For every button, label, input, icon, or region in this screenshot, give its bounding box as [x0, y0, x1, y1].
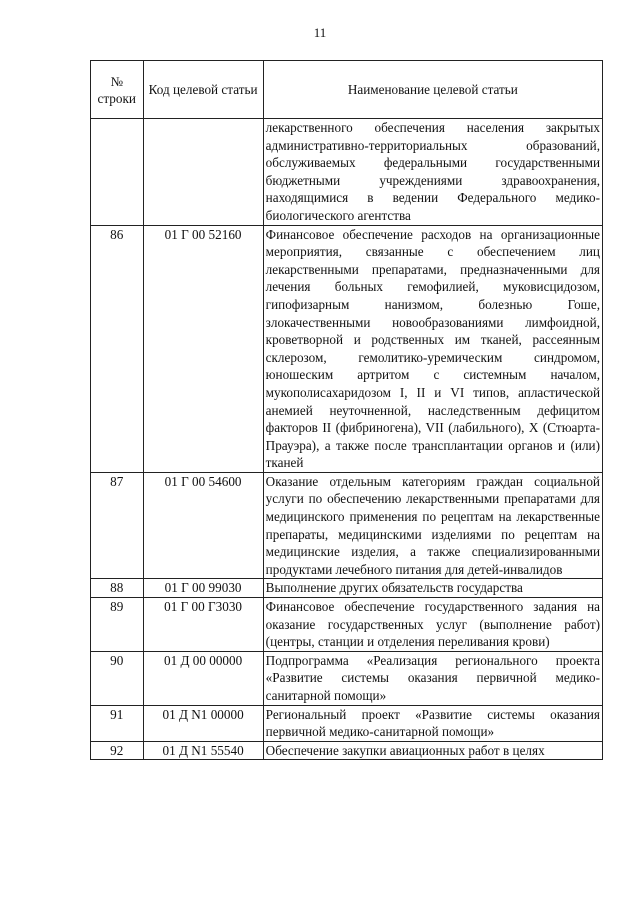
table-header-row	[91, 61, 603, 119]
target-code: 01 Г 00 Г3030	[143, 598, 263, 652]
target-code: 01 Г 00 54600	[143, 472, 263, 579]
row-number: 86	[91, 225, 144, 472]
target-name: Финансовое обеспечение государственного задания на оказание государственных услуг (выполнение работ) (центры, станции и отделения переливания крови)	[263, 598, 602, 652]
table-row	[91, 225, 603, 472]
target-code: 01 Д 00 00000	[143, 651, 263, 705]
table-row	[91, 705, 603, 741]
target-name: Выполнение других обязательств государства	[263, 579, 602, 598]
target-code: 01 Г 00 99030	[143, 579, 263, 598]
target-code	[143, 119, 263, 226]
row-number: 89	[91, 598, 144, 652]
target-name: Оказание отдельным категориям граждан социальной услуги по обеспечению лекарственными препаратами для медицинского применения по рецептам на лекарственные препараты, медицинскими изделиями по рецептам на медицинские изделия, а также специализированными продуктами лечебного питания для детей-инвалидов	[263, 472, 602, 579]
target-name: Подпрограмма «Реализация регионального проекта «Развитие системы оказания первичной медико-санитарной помощи»	[263, 651, 602, 705]
header-target-code: Код целевой статьи	[143, 61, 263, 119]
table-row	[91, 579, 603, 598]
target-name: Региональный проект «Развитие системы оказания первичной медико-санитарной помощи»	[263, 705, 602, 741]
table-row	[91, 741, 603, 760]
page-number: 11	[313, 25, 327, 40]
header-row-number: № строки	[91, 61, 144, 119]
table-row	[91, 598, 603, 652]
target-code: 01 Д N1 00000	[143, 705, 263, 741]
row-number: 92	[91, 741, 144, 760]
table-row	[91, 651, 603, 705]
table-row	[91, 119, 603, 226]
target-code: 01 Д N1 55540	[143, 741, 263, 760]
budget-classification-table	[90, 60, 603, 760]
target-code: 01 Г 00 52160	[143, 225, 263, 472]
row-number: 91	[91, 705, 144, 741]
row-number: 87	[91, 472, 144, 579]
target-name: Обеспечение закупки авиационных работ в целях	[263, 741, 602, 760]
target-name: Финансовое обеспечение расходов на организационные мероприятия, связанные с обеспечением лиц лекарственными препаратами, предназначенными для лечения больных гемофилией, муковисцидозом, гипофизарным нанизмом, болезнью Гоше, злокачественными новообразованиями лимфоидной, кроветворной и родственных им тканей, рассеянным склерозом, гемолитико-уремическим синдромом, юношеским артритом с системным началом, мукополисахаридозом I, II и VI типов, апластической анемией неуточненной, наследственным дефицитом факторов II (фибриногена), VII (лабильного), X (Стюарта-Прауэра), а также после трансплантации органов и (или) тканей	[263, 225, 602, 472]
header-target-name: Наименование целевой статьи	[263, 61, 602, 119]
row-number: 88	[91, 579, 144, 598]
table-row	[91, 472, 603, 579]
row-number	[91, 119, 144, 226]
row-number: 90	[91, 651, 144, 705]
target-name: лекарственного обеспечения населения закрытых административно-территориальных образований, обслуживаемых федеральными государственными бюджетными учреждениями здравоохранения, находящимися в ведении Федерального медико-биологического агентства	[263, 119, 602, 226]
